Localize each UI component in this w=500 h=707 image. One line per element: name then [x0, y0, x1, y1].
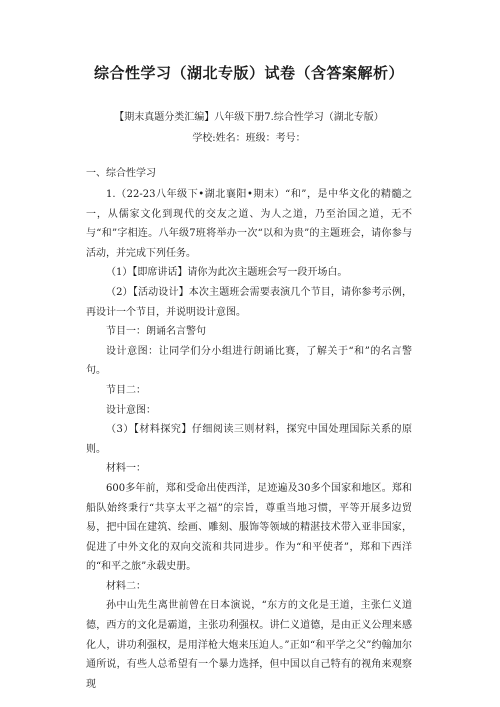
- material-1-label: 材料一：: [106, 463, 146, 475]
- material-2-label: 材料二：: [106, 580, 146, 592]
- program-1: 节目一：朗诵名言警句: [106, 326, 206, 338]
- task-3: （3）【材料探究】仔细阅读三则材料，探究中国处理国际关系的原则。: [86, 424, 412, 455]
- student-info-line: 学校:姓名：班级：考号：: [192, 133, 306, 144]
- task-2: （2）【活动设计】本次主题班会需要表演几个节目，请你参考示例，再设计一个节目，并说明设计意图。: [86, 286, 412, 318]
- task-1: （1）【即席讲话】请你为此次主题班会写一段开场白。: [106, 267, 348, 279]
- program-2: 节目二：: [106, 384, 146, 396]
- design-intent-1: 设计意图：让同学们分小组进行朗诵比赛，了解关于“和”的名言警句。: [86, 345, 412, 377]
- design-intent-2: 设计意图：: [106, 404, 156, 416]
- document-title: 综合性学习（湖北专版）试卷（含答案解析）: [93, 64, 404, 82]
- material-1-text: 600多年前，郑和受命出使西洋，足迹遍及30多个国家和地区。郑和船队始终秉行“共享太平之福”的宗旨，尊重当地习惯，平等开展多边贸易，把中国在建筑、绘画、雕刻、服饰等领域的精湛技术带入亚非国家，促进了中外文化的双向交流和共同进步。作为“和平使者”，郑和下西洋的“和平之旅”永载史册。: [86, 482, 412, 573]
- material-2-text: 孙中山先生离世前曾在日本演说，“东方的文化是王道，主张仁义道德，西方的文化是霸道，主张功利强权。讲仁义道德，是由正义公理来感化人，讲功利强权，是用洋枪大炮来压迫人。”正如“和平学之父”约翰加尔通所说，有些人总希望有一个暴力选择，但中国以自己特有的视角来观察现: [86, 600, 412, 690]
- section-heading: 一、综合性学习: [86, 168, 156, 179]
- document-subtitle: 【期末真题分类汇编】八年级下册7.综合性学习（湖北专版）: [114, 112, 384, 123]
- question-intro: 1.（22-23八年级下•湖北襄阳•期末）“和”，是中华文化的精髓之一，从儒家文化到现代的交友之道、为人之道，乃至治国之道，无不与“和”字相连。八年级7班将举办一次“以和为贵”的主题班会，请你参与活动，并完成下列任务。: [86, 189, 412, 259]
